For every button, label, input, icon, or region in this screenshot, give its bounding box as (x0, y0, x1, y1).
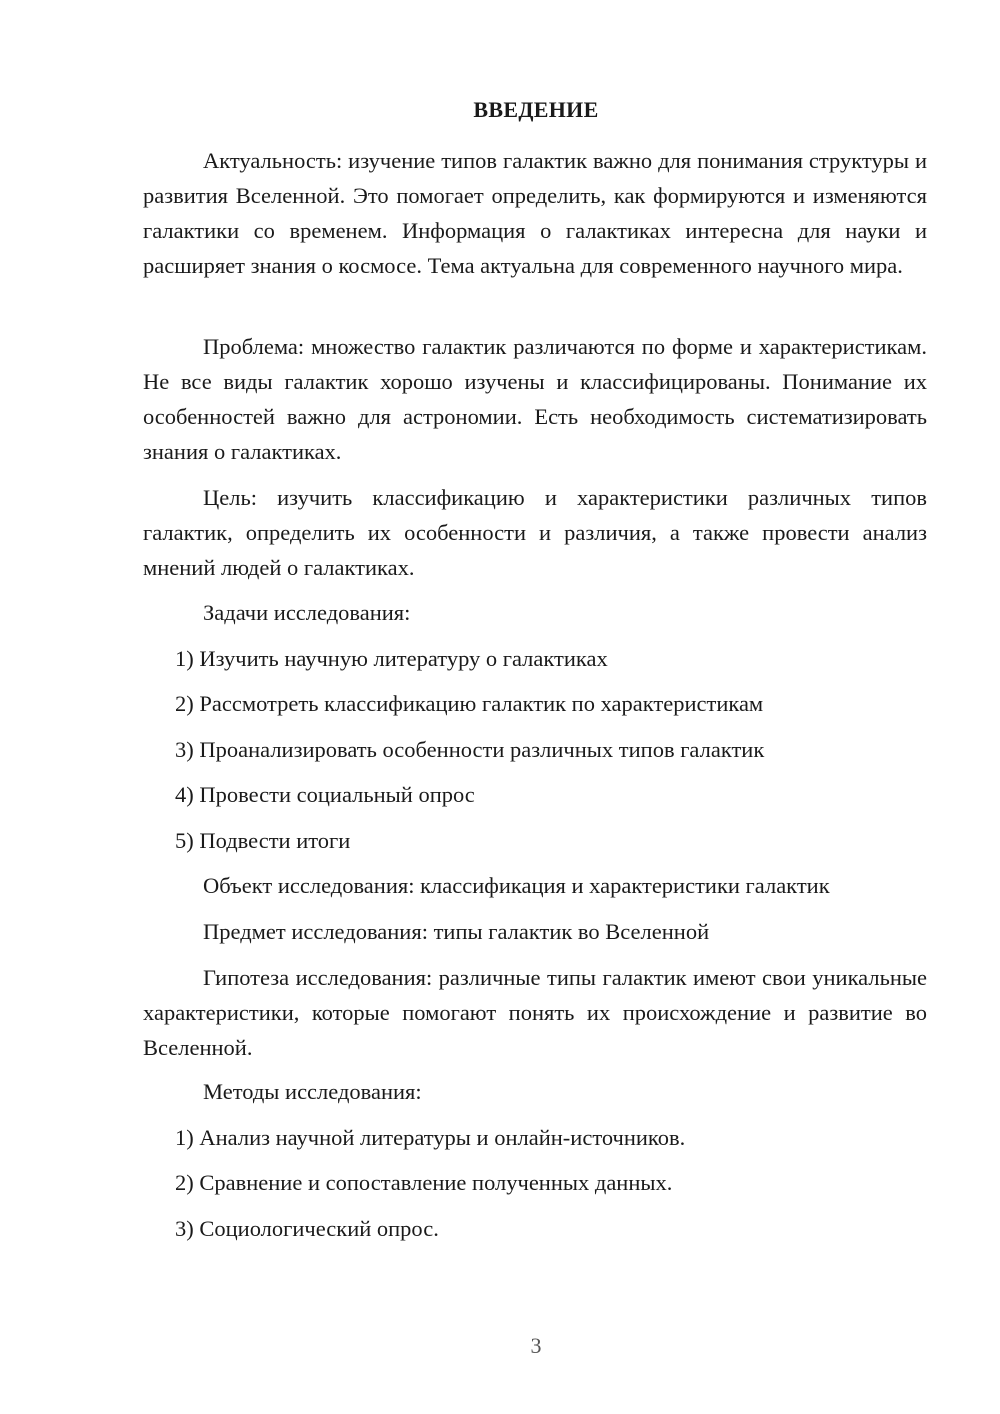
research-object: Объект исследования: классификация и характеристики галактик (203, 873, 830, 898)
method-item: 2) Сравнение и сопоставление полученных данных. (175, 1170, 673, 1195)
hypothesis-paragraph: Гипотеза исследования: различные типы галактик имеют свои уникальные характеристики, которые помогают понять их происхождение и развитие во Вселенной. (143, 965, 927, 1060)
methods-heading: Методы исследования: (203, 1079, 422, 1104)
task-item: 4) Провести социальный опрос (175, 782, 475, 807)
task-item: 1) Изучить научную литературу о галактиках (175, 646, 608, 671)
task-item: 5) Подвести итоги (175, 828, 351, 853)
method-item: 3) Социологический опрос. (175, 1216, 439, 1241)
page-number: 3 (530, 1333, 542, 1358)
task-item: 3) Проанализировать особенности различных типов галактик (175, 737, 765, 762)
research-subject: Предмет исследования: типы галактик во Вселенной (203, 919, 710, 944)
problem-paragraph: Проблема: множество галактик различаются по форме и характеристикам. Не все виды галактик хорошо изучены и классифицированы. Понимание их особенностей важно для астрономии. Есть необходимость систематизировать знания о галактиках. (143, 334, 927, 464)
goal-paragraph: Цель: изучить классификацию и характеристики различных типов галактик, определить их особенности и различия, а также провести анализ мнений людей о галактиках. (143, 485, 927, 580)
tasks-heading: Задачи исследования: (203, 600, 411, 625)
relevance-paragraph: Актуальность: изучение типов галактик важно для понимания структуры и развития Вселенной. Это помогает определить, как формируются и изменяются галактики со временем. Информация о галактиках интересна для науки и расширяет знания о космосе. Тема актуальна для современного научного мира. (143, 148, 927, 278)
task-item: 2) Рассмотреть классификацию галактик по характеристикам (175, 691, 764, 716)
method-item: 1) Анализ научной литературы и онлайн-источников. (175, 1125, 686, 1150)
section-title: ВВЕДЕНИЕ (473, 97, 599, 122)
